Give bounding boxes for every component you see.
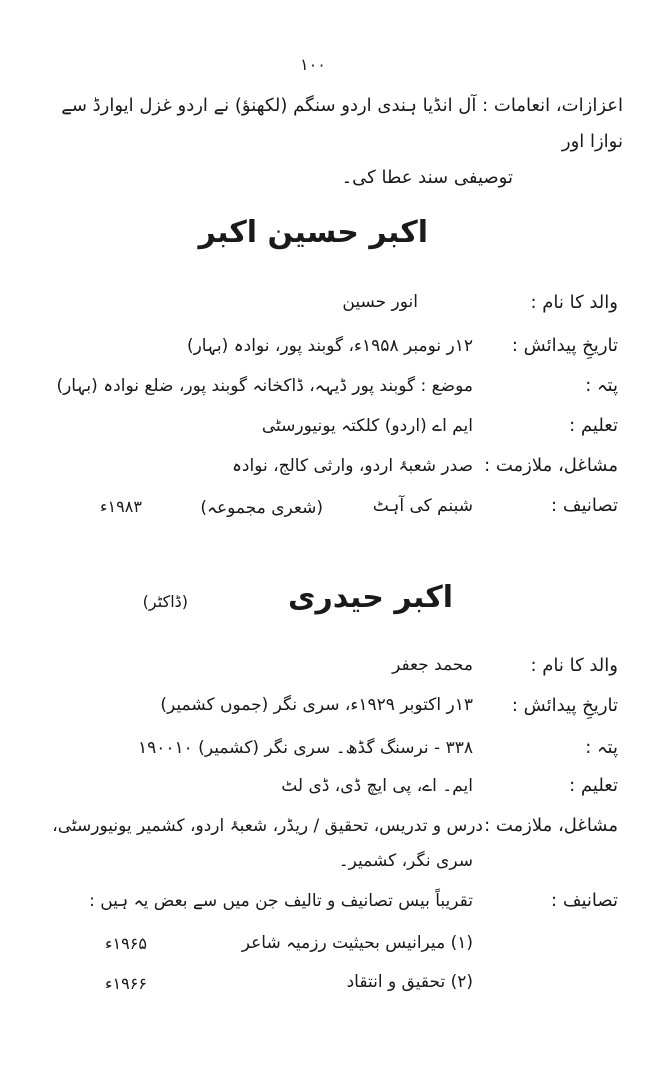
entry2-work-2-title: (۲) تحقیق و انتقاد [346, 972, 473, 992]
entry2-value-address: ۳۳۸ - نرسنگ گڈھ۔ سری نگر (کشمیر) ۱۹۰۰۱۰ [137, 738, 473, 758]
award-line-1: اعزازات، انعامات : آل انڈیا ہندی اردو سنگم (لکھنؤ) نے اردو غزل ایوارڈ سے نوازا اور [61, 95, 623, 152]
entry2-label-father: والد کا نام : [530, 655, 618, 676]
entry1-work-title: شبنم کی آہٹ [372, 496, 473, 516]
entry1-value-dob: ۱۲ر نومبر ۱۹۵۸ء، گوبند پور، نوادہ (بہار) [186, 336, 473, 356]
entry1-label-address: پتہ : [585, 375, 618, 396]
entry1-label-education: تعلیم : [569, 415, 618, 436]
entry1-label-occupation: مشاغل، ملازمت : [484, 455, 618, 476]
entry1-name-heading: اکبر حسین اکبر [198, 215, 428, 250]
entry2-work-1-title: (۱) میرانیس بحیثیت رزمیہ شاعر [241, 933, 473, 953]
entry2-label-dob: تاریخِ پیدائش : [511, 695, 618, 716]
entry2-label-address: پتہ : [585, 737, 618, 758]
entry2-value-occupation: درس و تدریس، تحقیق / ریڈر، شعبۂ اردو، کشمیر یونیورسٹی، [52, 816, 483, 836]
entry2-label-works: تصانیف : [551, 890, 618, 911]
award-paragraph [23, 88, 623, 196]
entry2-works-intro: تقریباً بیس تصانیف و تالیف جن میں سے بعض یہ ہیں : [89, 891, 473, 911]
entry1-label-father: والد کا نام : [530, 292, 618, 313]
entry1-value-father: انور حسین [342, 292, 418, 312]
entry1-work-genre: (شعری مجموعہ) [200, 498, 323, 518]
entry2-work-2-year: ۱۹۶۶ء [105, 974, 147, 993]
entry2-work-1-year: ۱۹۶۵ء [105, 934, 147, 953]
entry2-label-education: تعلیم : [569, 775, 618, 796]
entry1-label-works: تصانیف : [551, 495, 618, 516]
entry1-label-dob: تاریخِ پیدائش : [511, 335, 618, 356]
award-line-2: توصیفی سند عطا کی۔ [341, 167, 513, 188]
entry1-value-occupation: صدر شعبۂ اردو، وارثی کالج، نوادہ [231, 456, 473, 476]
entry2-value-dob: ۱۳ر اکتوبر ۱۹۲۹ء، سری نگر (جموں کشمیر) [160, 695, 473, 715]
page-number: ۱۰۰ [300, 55, 326, 74]
entry2-title-prefix: (ڈاکٹر) [142, 592, 188, 611]
entry2-value-occupation-cont: سری نگر، کشمیر۔ [338, 851, 473, 871]
entry2-value-education: ایم۔ اے، پی ایچ ڈی، ڈی لٹ [281, 776, 473, 796]
entry2-name-heading: اکبر حیدری [287, 580, 453, 615]
entry1-value-address: موضع : گوبند پور ڈیہہ، ڈاکخانہ گوبند پور، ضلع نوادہ (بہار) [56, 376, 473, 396]
entry2-value-father: محمد جعفر [392, 655, 473, 675]
entry2-label-occupation: مشاغل، ملازمت : [484, 815, 618, 836]
entry1-value-education: ایم اے (اردو) کلکتہ یونیورسٹی [261, 416, 473, 436]
entry1-work-year: ۱۹۸۳ء [100, 497, 142, 516]
